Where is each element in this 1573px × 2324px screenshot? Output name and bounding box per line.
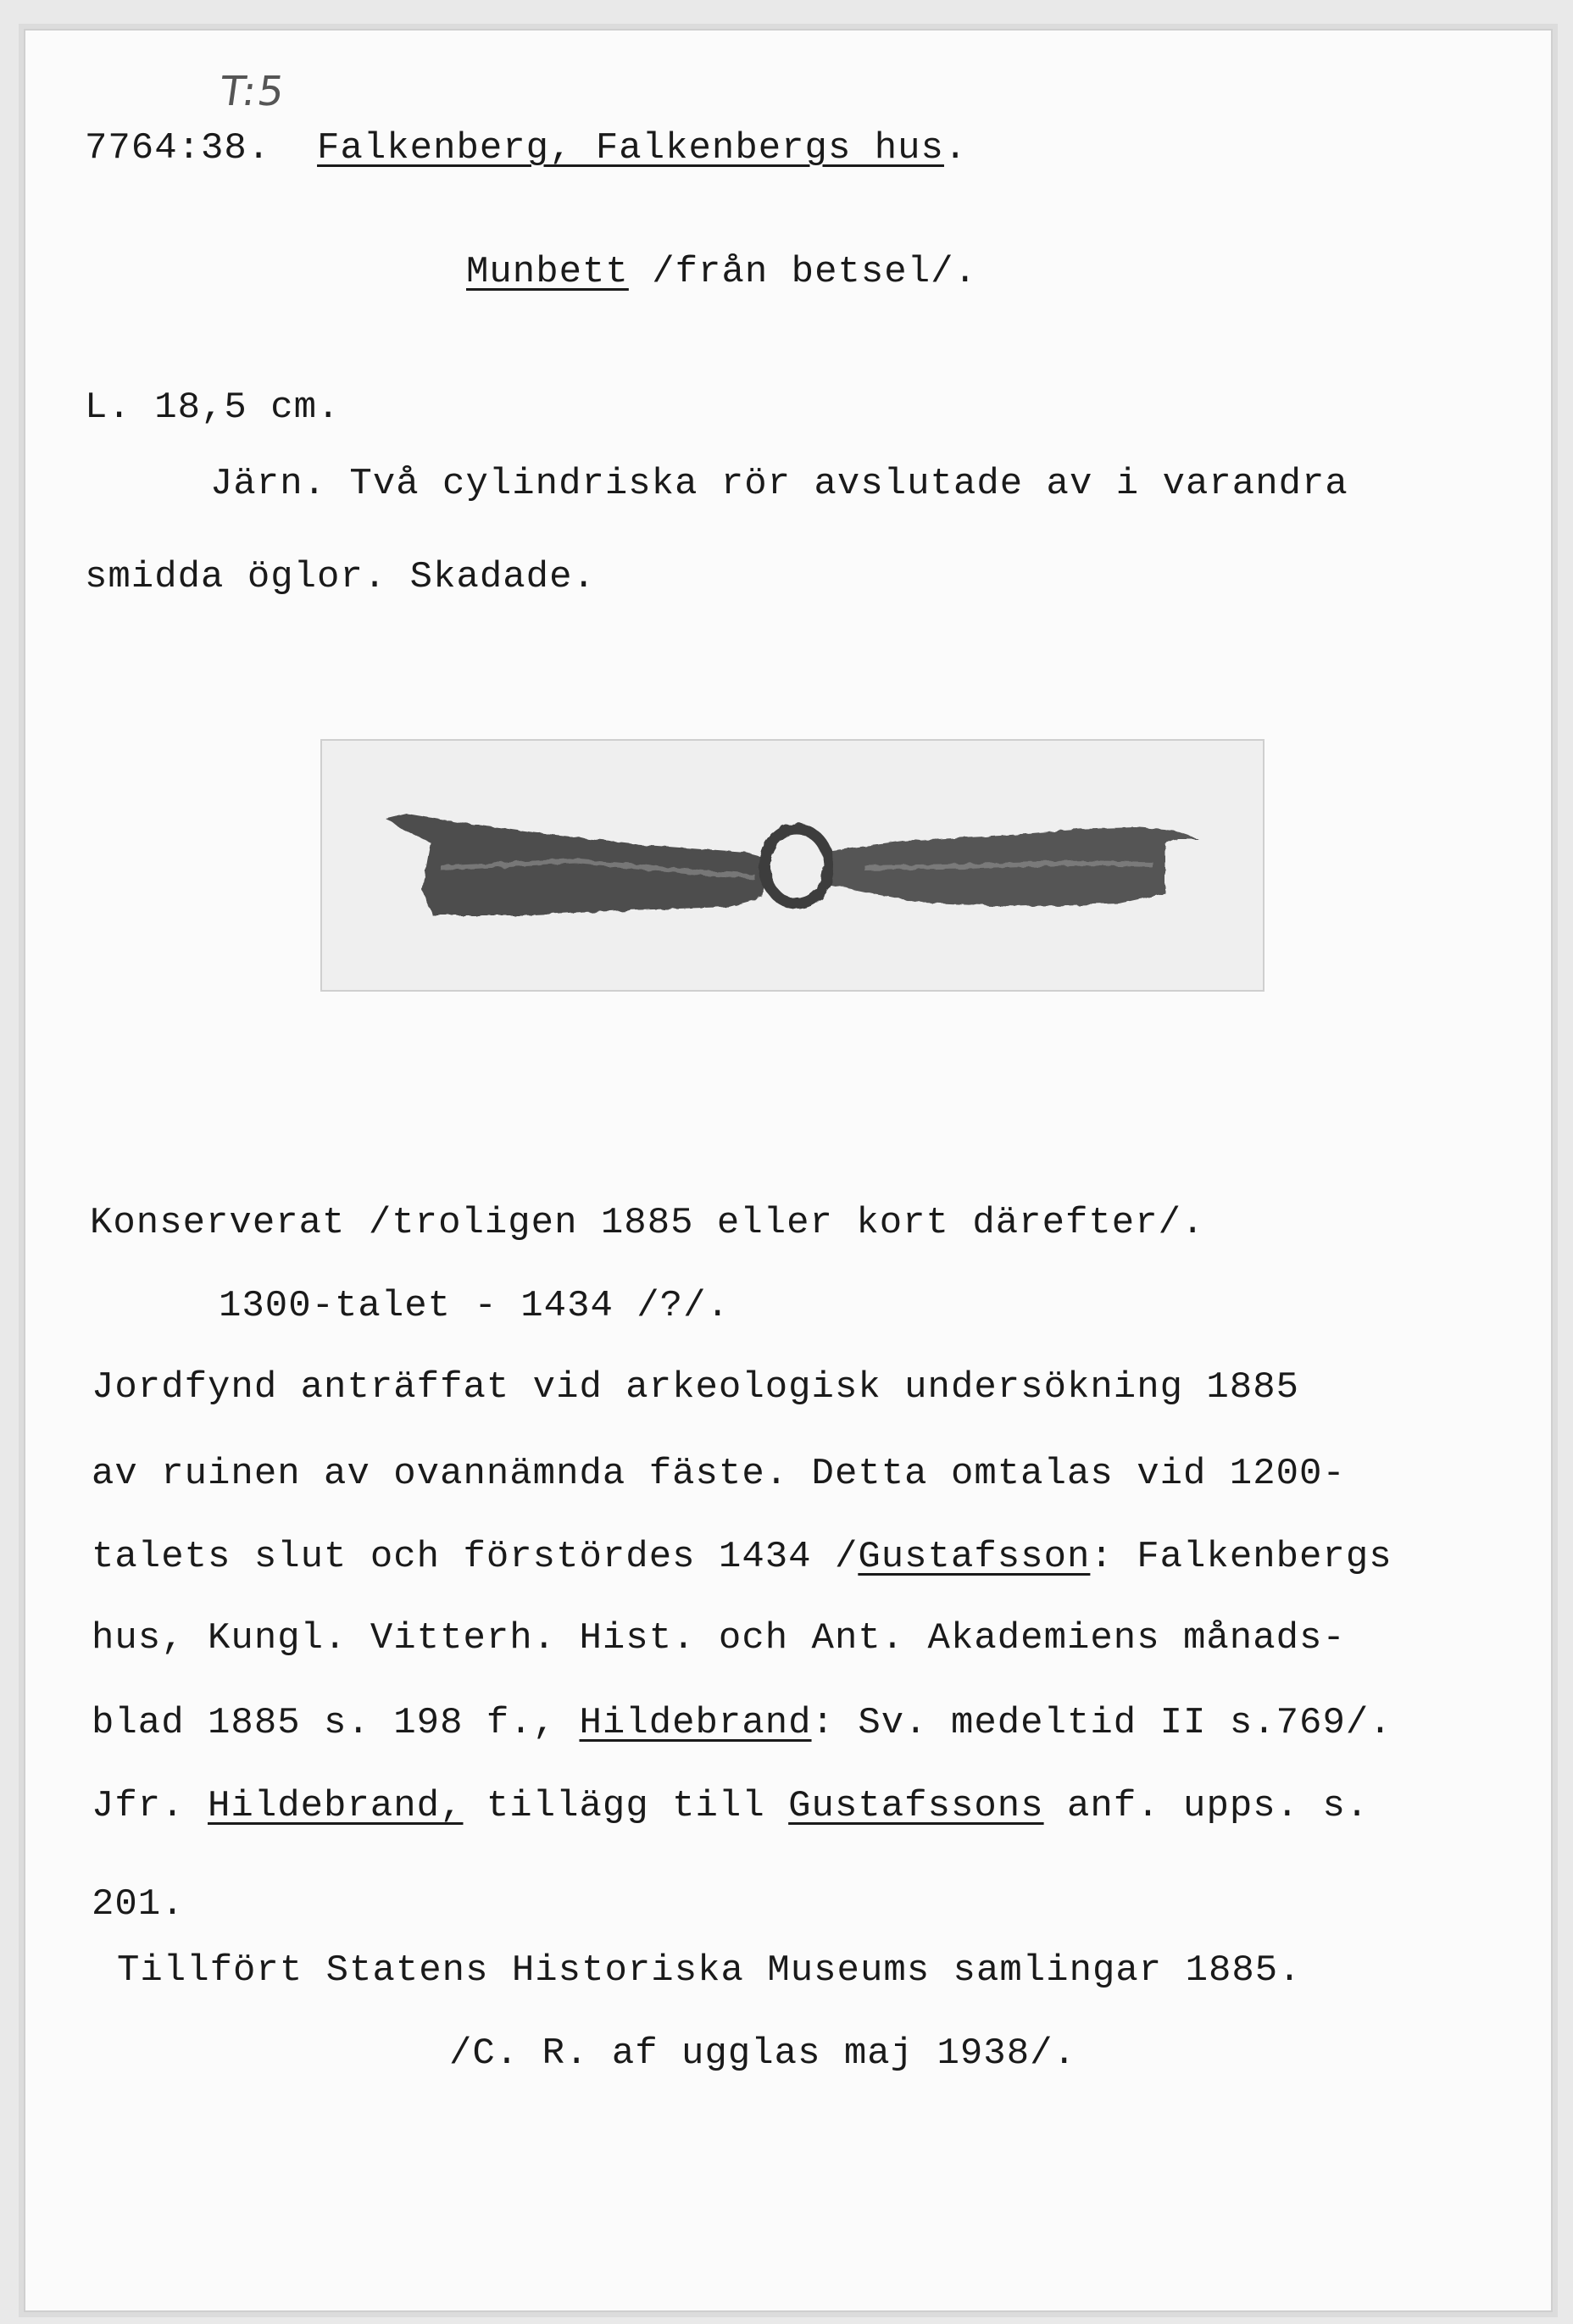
bit-illustration [322,741,1263,990]
object-title [466,249,977,295]
find-line-6: Jfr. Hildebrand, tillägg till Gustafssons anf. upps. s. [92,1785,1370,1827]
bit-left-tube [386,814,771,915]
signature: /C. R. af ugglas maj 1938/. [449,2032,1076,2075]
find-line-1: Jordfynd anträffat vid arkeologisk undersökning 1885 [92,1366,1300,1409]
find-location: Falkenberg, Falkenbergs hus [317,127,944,170]
handwritten-mark: T:5 [217,68,289,115]
reference-gustafsson: Gustafsson [858,1536,1091,1578]
find-line-7: 201. [92,1883,185,1926]
reference-hildebrand-2: Hildebrand, [208,1785,464,1827]
catalog-card [24,29,1553,2312]
find-line-2: av ruinen av ovannämnda fäste. Detta omtalas vid 1200- [92,1453,1346,1495]
find-line-4: hus, Kungl. Vitterh. Hist. och Ant. Akademiens månads- [92,1617,1346,1660]
conservation-note: Konserverat /troligen 1885 eller kort därefter/. [90,1202,1205,1244]
find-line-3: talets slut och förstördes 1434 /Gustafsson: Falkenbergs [92,1536,1392,1578]
dating: 1300-talet - 1434 /?/. [219,1285,730,1327]
object-photo [320,739,1265,992]
reference-gustafssons: Gustafssons [788,1785,1044,1827]
object-note: /från betsel/. [628,251,977,293]
description-line-1: Järn. Två cylindriska rör avslutade av i varandra [210,463,1348,505]
card-header: 7764:38. Falkenberg, Falkenbergs hus. [85,127,968,170]
reference-hildebrand: Hildebrand [579,1702,812,1744]
object-name: Munbett [466,251,629,293]
acquisition-note: Tillfört Statens Historiska Museums samlingar 1885. [117,1949,1302,1992]
measurement: L. 18,5 cm. [85,386,341,429]
find-line-5: blad 1885 s. 198 f., Hildebrand: Sv. medeltid II s.769/. [92,1702,1392,1744]
description-line-2: smidda öglor. Skadade. [85,556,596,598]
catalog-number: 7764:38. [85,127,271,170]
bit-ring [764,829,829,903]
